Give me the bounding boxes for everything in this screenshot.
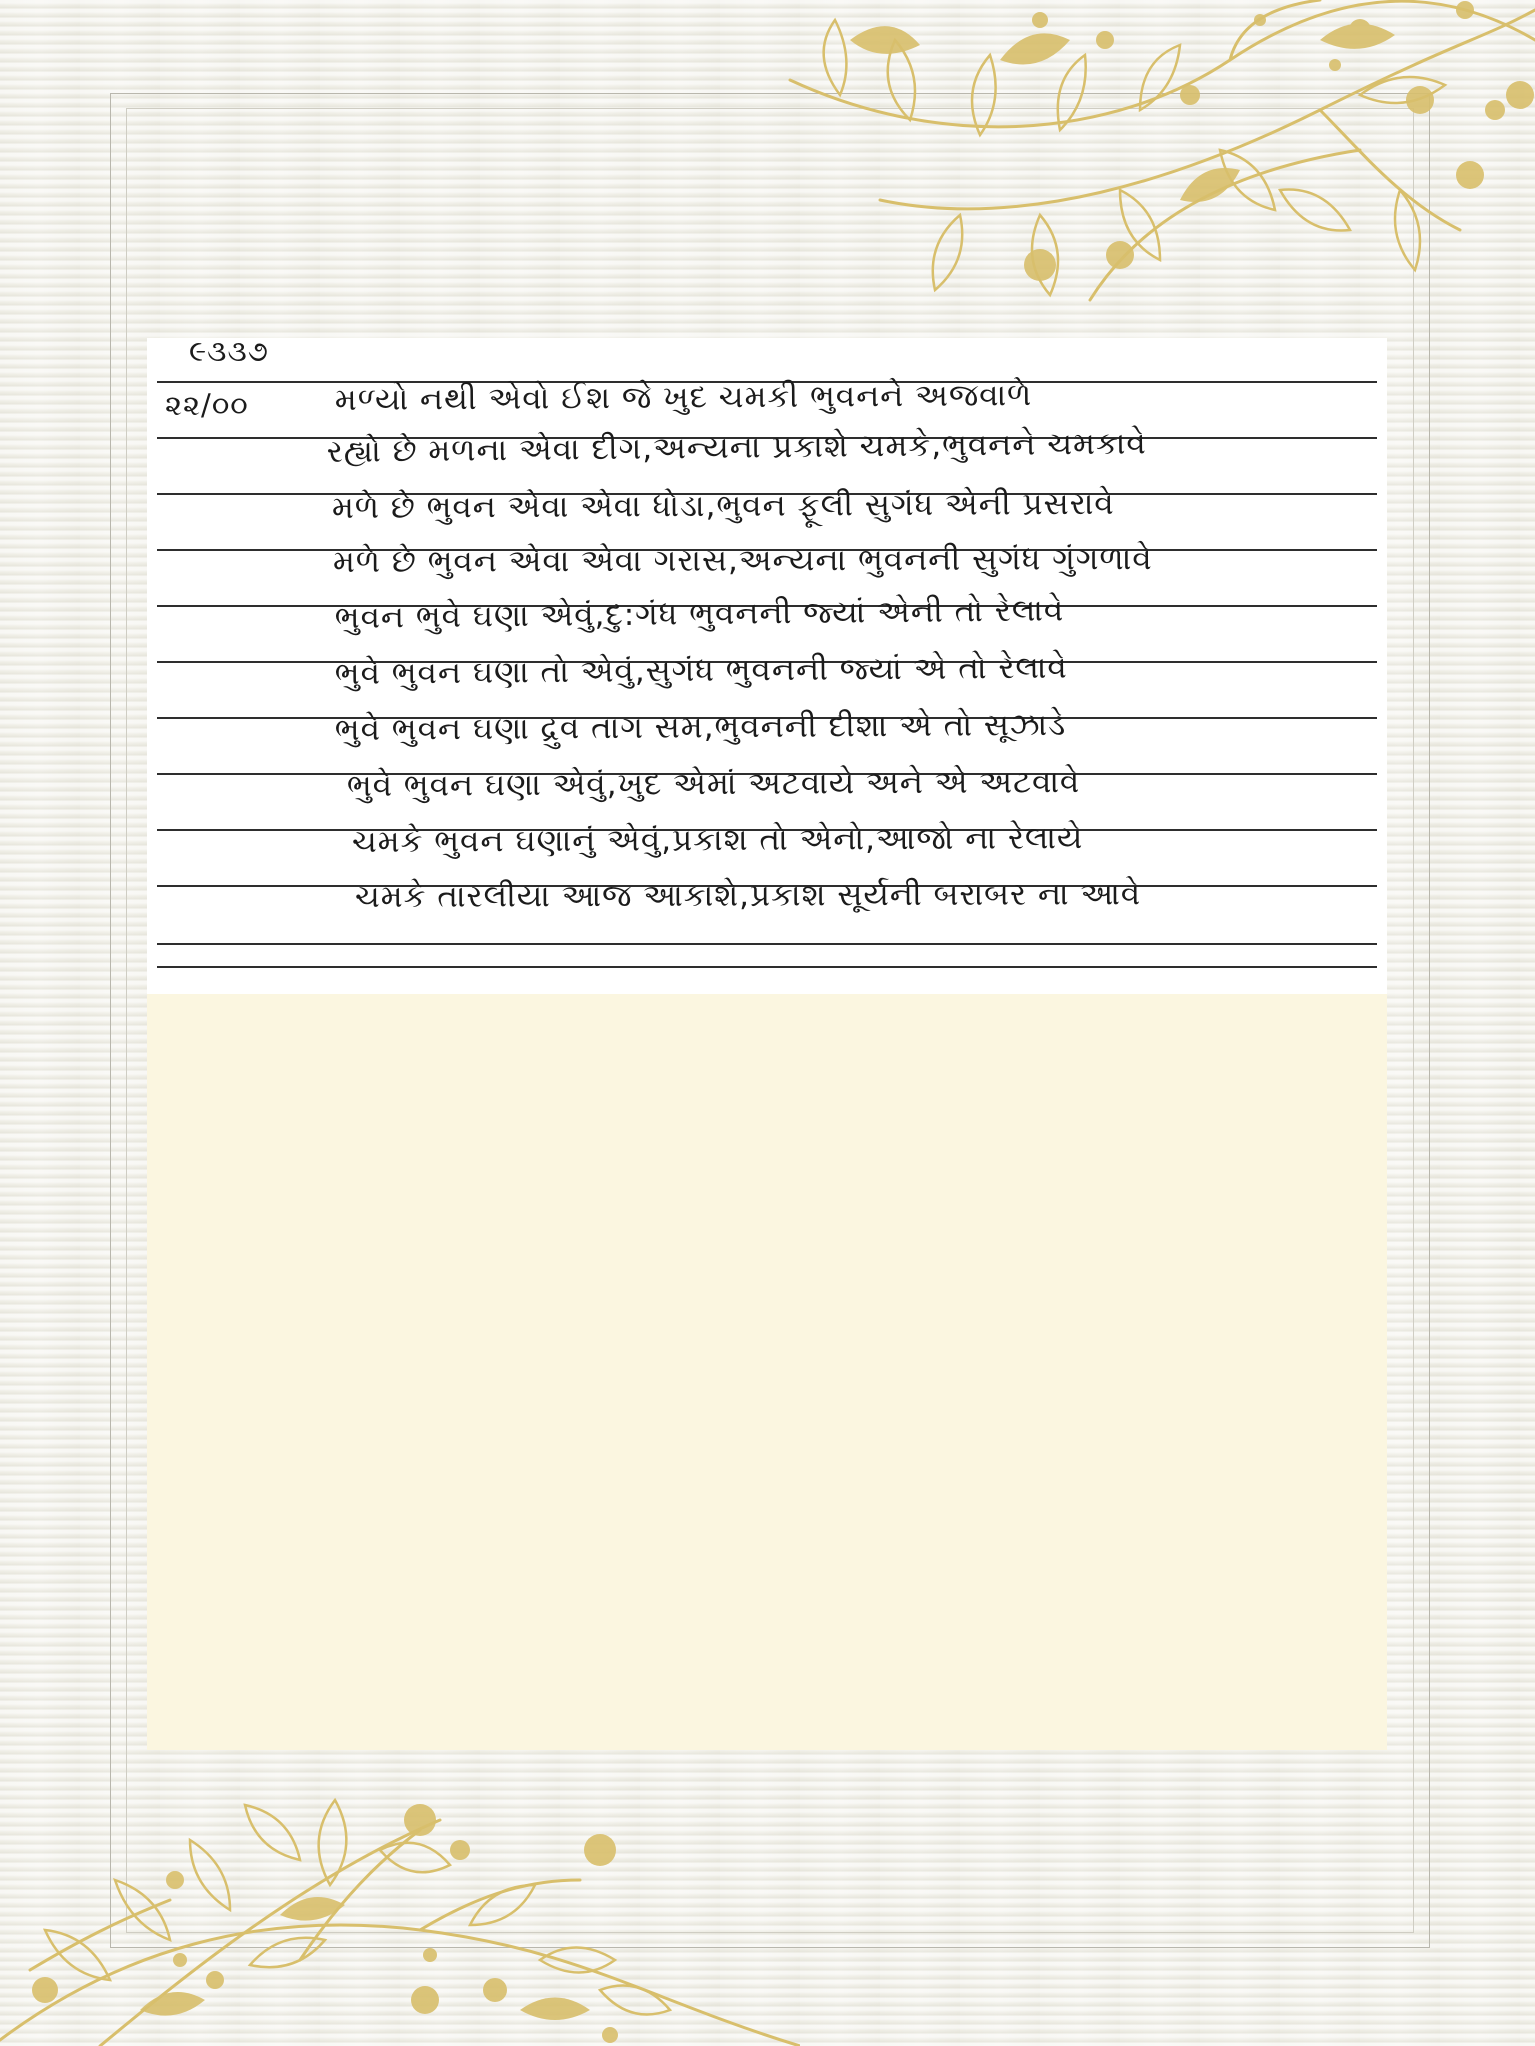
note-line-6: ભુવે ભુવન ઘણા તો એવું,સુગંધ ભુવનની જ્યાં એ તો રેલાવે	[334, 649, 1068, 692]
note-line-4: મળે છે ભુવન એવા એવા ગરાસ,અન્યના ભુવનની સુગંધ ગુંગળાવે	[332, 541, 1153, 580]
note-date: ૨૨/૦૦	[165, 388, 249, 422]
handwritten-note-image	[147, 334, 1387, 994]
ruled-line	[157, 943, 1377, 945]
ruled-line	[157, 966, 1377, 968]
note-line-5: ભુવન ભુવે ઘણા એવું,દુ:ગંધ ભુવનની જ્યાં એની તો રેલાવે	[334, 592, 1065, 637]
note-line-10: ચમકે તારલીયા આજ આકાશે,પ્રકાશ સૂર્યની બરાબર ના આવે	[354, 876, 1142, 915]
page-number: ૯૩૩૭	[189, 334, 269, 368]
note-line-1: મળ્યો નથી એવો ઈશ જે ખુદ ચમકી ભુવનને અજવાળે	[334, 377, 1033, 419]
gold-branch-ornament-top	[760, 0, 1535, 320]
note-line-8: ભુવે ભુવન ઘણા એવું,ખુદ એમાં અટવાયે અને એ અટવાવે	[346, 764, 1081, 804]
note-line-3: મળે છે ભુવન એવા એવા ધોડા,ભુવન ફૂલી સુગંધ એની પ્રસરાવે	[331, 485, 1115, 526]
note-line-2: રહ્યો છે મળના એવા દીગ,અન્યના પ્રકાશે ચમકે,ભુવનને ચમકાવે	[326, 425, 1147, 471]
note-line-7: ભુવે ભુવન ઘણા દ્રુવ તાગ સમ,ભુવનની દીશા એ તો સૂઝાડે	[334, 706, 1067, 748]
gold-branch-ornament-bottom	[0, 1750, 800, 2046]
note-line-9: ચમકે ભુવન ઘણાનું એવું,પ્રકાશ તો એનો,આજો ના રેલાયે	[351, 820, 1084, 860]
